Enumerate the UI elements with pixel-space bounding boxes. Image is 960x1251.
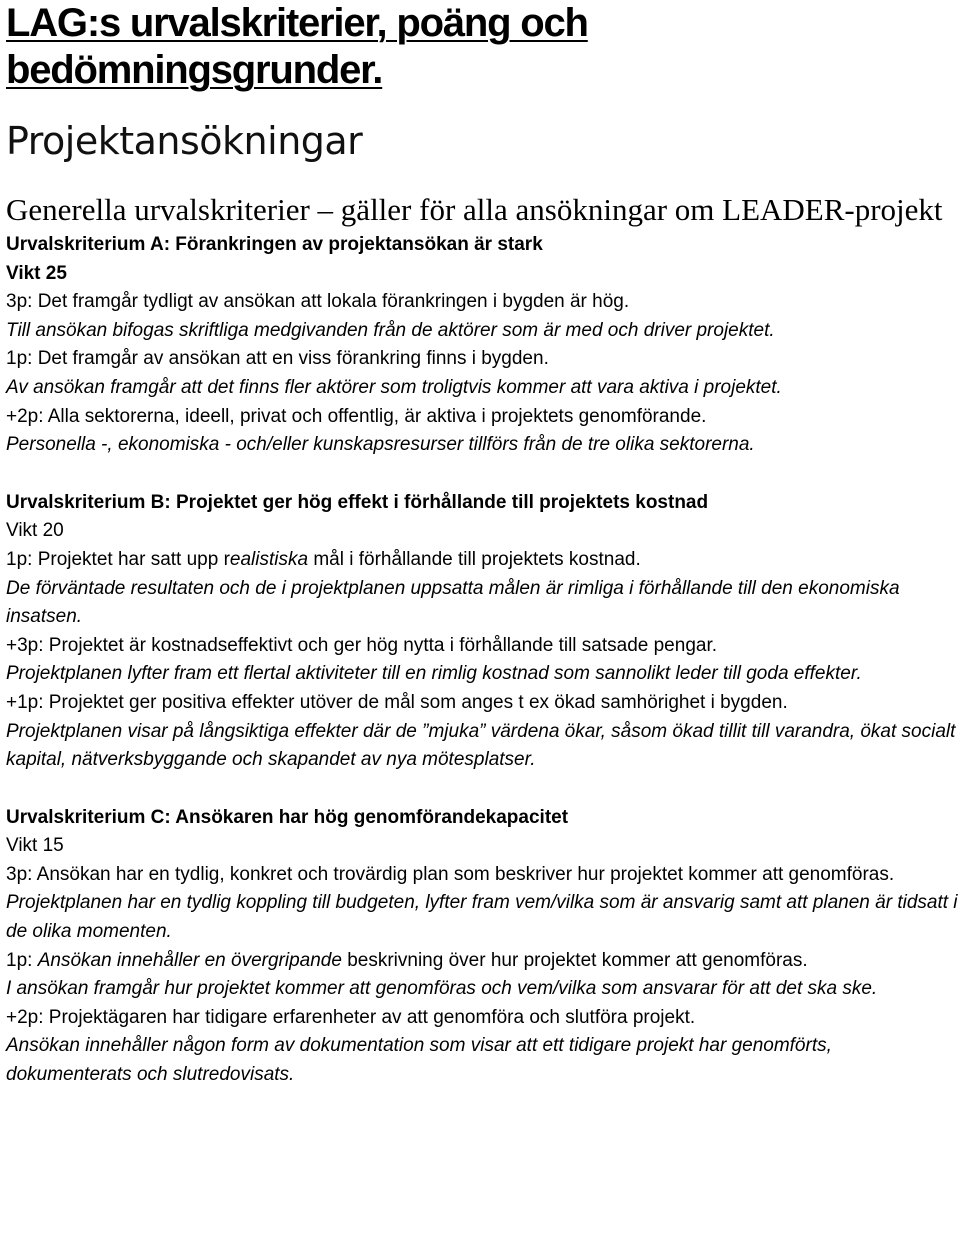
- criterion-b-text: ealistiska: [229, 548, 309, 570]
- criterion-a-line: +2p: Alla sektorerna, ideell, privat och offentlig, är aktiva i projektets genomförande.: [6, 405, 707, 427]
- criterion-b-line: +3p: Projektet är kostnadseffektivt och ger hög nytta i förhållande till satsade pengar.: [6, 634, 718, 656]
- criterion-c-line: Ansökan innehåller någon form av dokumentation som visar att ett tidigare projekt har genomförts, dokumenterats och slutredovisats.: [6, 1035, 832, 1086]
- criterion-a: [6, 231, 960, 460]
- criterion-c-text: 1p:: [6, 949, 38, 971]
- criterion-b-line: [6, 546, 960, 575]
- criterion-c-text: beskrivning över hur projektet kommer att genomföras.: [341, 949, 808, 971]
- criterion-c: [6, 804, 960, 1090]
- criterion-b-weight: Vikt 20: [6, 520, 64, 542]
- sub-heading: Generella urvalskriterier – gäller för alla ansökningar om LEADER-projekt: [6, 192, 943, 227]
- section-heading: Projektansökningar: [6, 119, 363, 163]
- criterion-c-text: Ansökan innehåller en övergripande: [37, 949, 342, 971]
- criterion-a-line: Till ansökan bifogas skriftliga medgivanden från de aktörer som är med och driver projektet.: [6, 319, 775, 341]
- criterion-b-line: +1p: Projektet ger positiva effekter utöver de mål som anges t ex ökad samhörighet i bygden.: [6, 691, 788, 713]
- criterion-c-weight: Vikt 15: [6, 835, 64, 857]
- criterion-c-title: Urvalskriterium C: Ansökaren har hög genomförandekapacitet: [6, 806, 569, 828]
- criterion-a-title: Urvalskriterium A: Förankringen av projektansökan är stark: [6, 234, 543, 255]
- criterion-c-line: Projektplanen har en tydlig koppling till budgeten, lyfter fram vem/vilka som är ansvarig samt att planen är tidsatt i de olika momenten.: [6, 892, 958, 943]
- spacer: [6, 775, 960, 804]
- criterion-b: [6, 489, 960, 775]
- criterion-c-line: +2p: Projektägaren har tidigare erfarenheter av att genomföra och slutföra projekt.: [6, 1006, 696, 1028]
- criterion-c-line: 3p: Ansökan har en tydlig, konkret och trovärdig plan som beskriver hur projektet kommer att genomföras.: [6, 863, 895, 885]
- criterion-a-line: 3p: Det framgår tydligt av ansökan att lokala förankringen i bygden är hög.: [6, 291, 630, 313]
- document-title: LAG:s urvalskriterier, poäng och bedömningsgrunder.: [6, 1, 588, 92]
- criterion-b-text: mål i förhållande till projektets kostnad.: [308, 548, 641, 570]
- criterion-c-line: [6, 947, 960, 976]
- criterion-b-line: Projektplanen visar på långsiktiga effekter där de ”mjuka” värdena ökar, såsom ökad tillit till varandra, ökat socialt kapital, nätverksbyggande och skapandet av nya mötesplatser.: [6, 720, 956, 771]
- criterion-a-weight: Vikt 25: [6, 262, 67, 284]
- criterion-c-line: I ansökan framgår hur projektet kommer att genomföras och vem/vilka som ansvarar för att det ska ske.: [6, 978, 878, 1000]
- spacer: [6, 460, 960, 489]
- criterion-b-title: Urvalskriterium B: Projektet ger hög effekt i förhållande till projektets kostnad: [6, 491, 709, 513]
- criterion-a-line: Av ansökan framgår att det finns fler aktörer som troligtvis kommer att vara aktiva i projektet.: [6, 376, 782, 398]
- criterion-a-line: 1p: Det framgår av ansökan att en viss förankring finns i bygden.: [6, 348, 549, 370]
- criterion-b-text: 1p: Projektet har satt upp r: [6, 548, 230, 570]
- criterion-b-line: De förväntade resultaten och de i projektplanen uppsatta målen är rimliga i förhållande till den ekonomiska insatsen.: [6, 577, 900, 628]
- criterion-b-line: Projektplanen lyfter fram ett flertal aktiviteter till en rimlig kostnad som sannolikt leder till goda effekter.: [6, 663, 862, 685]
- criterion-a-line: Personella -, ekonomiska - och/eller kunskapsresurser tillförs från de tre olika sektorerna.: [6, 434, 755, 456]
